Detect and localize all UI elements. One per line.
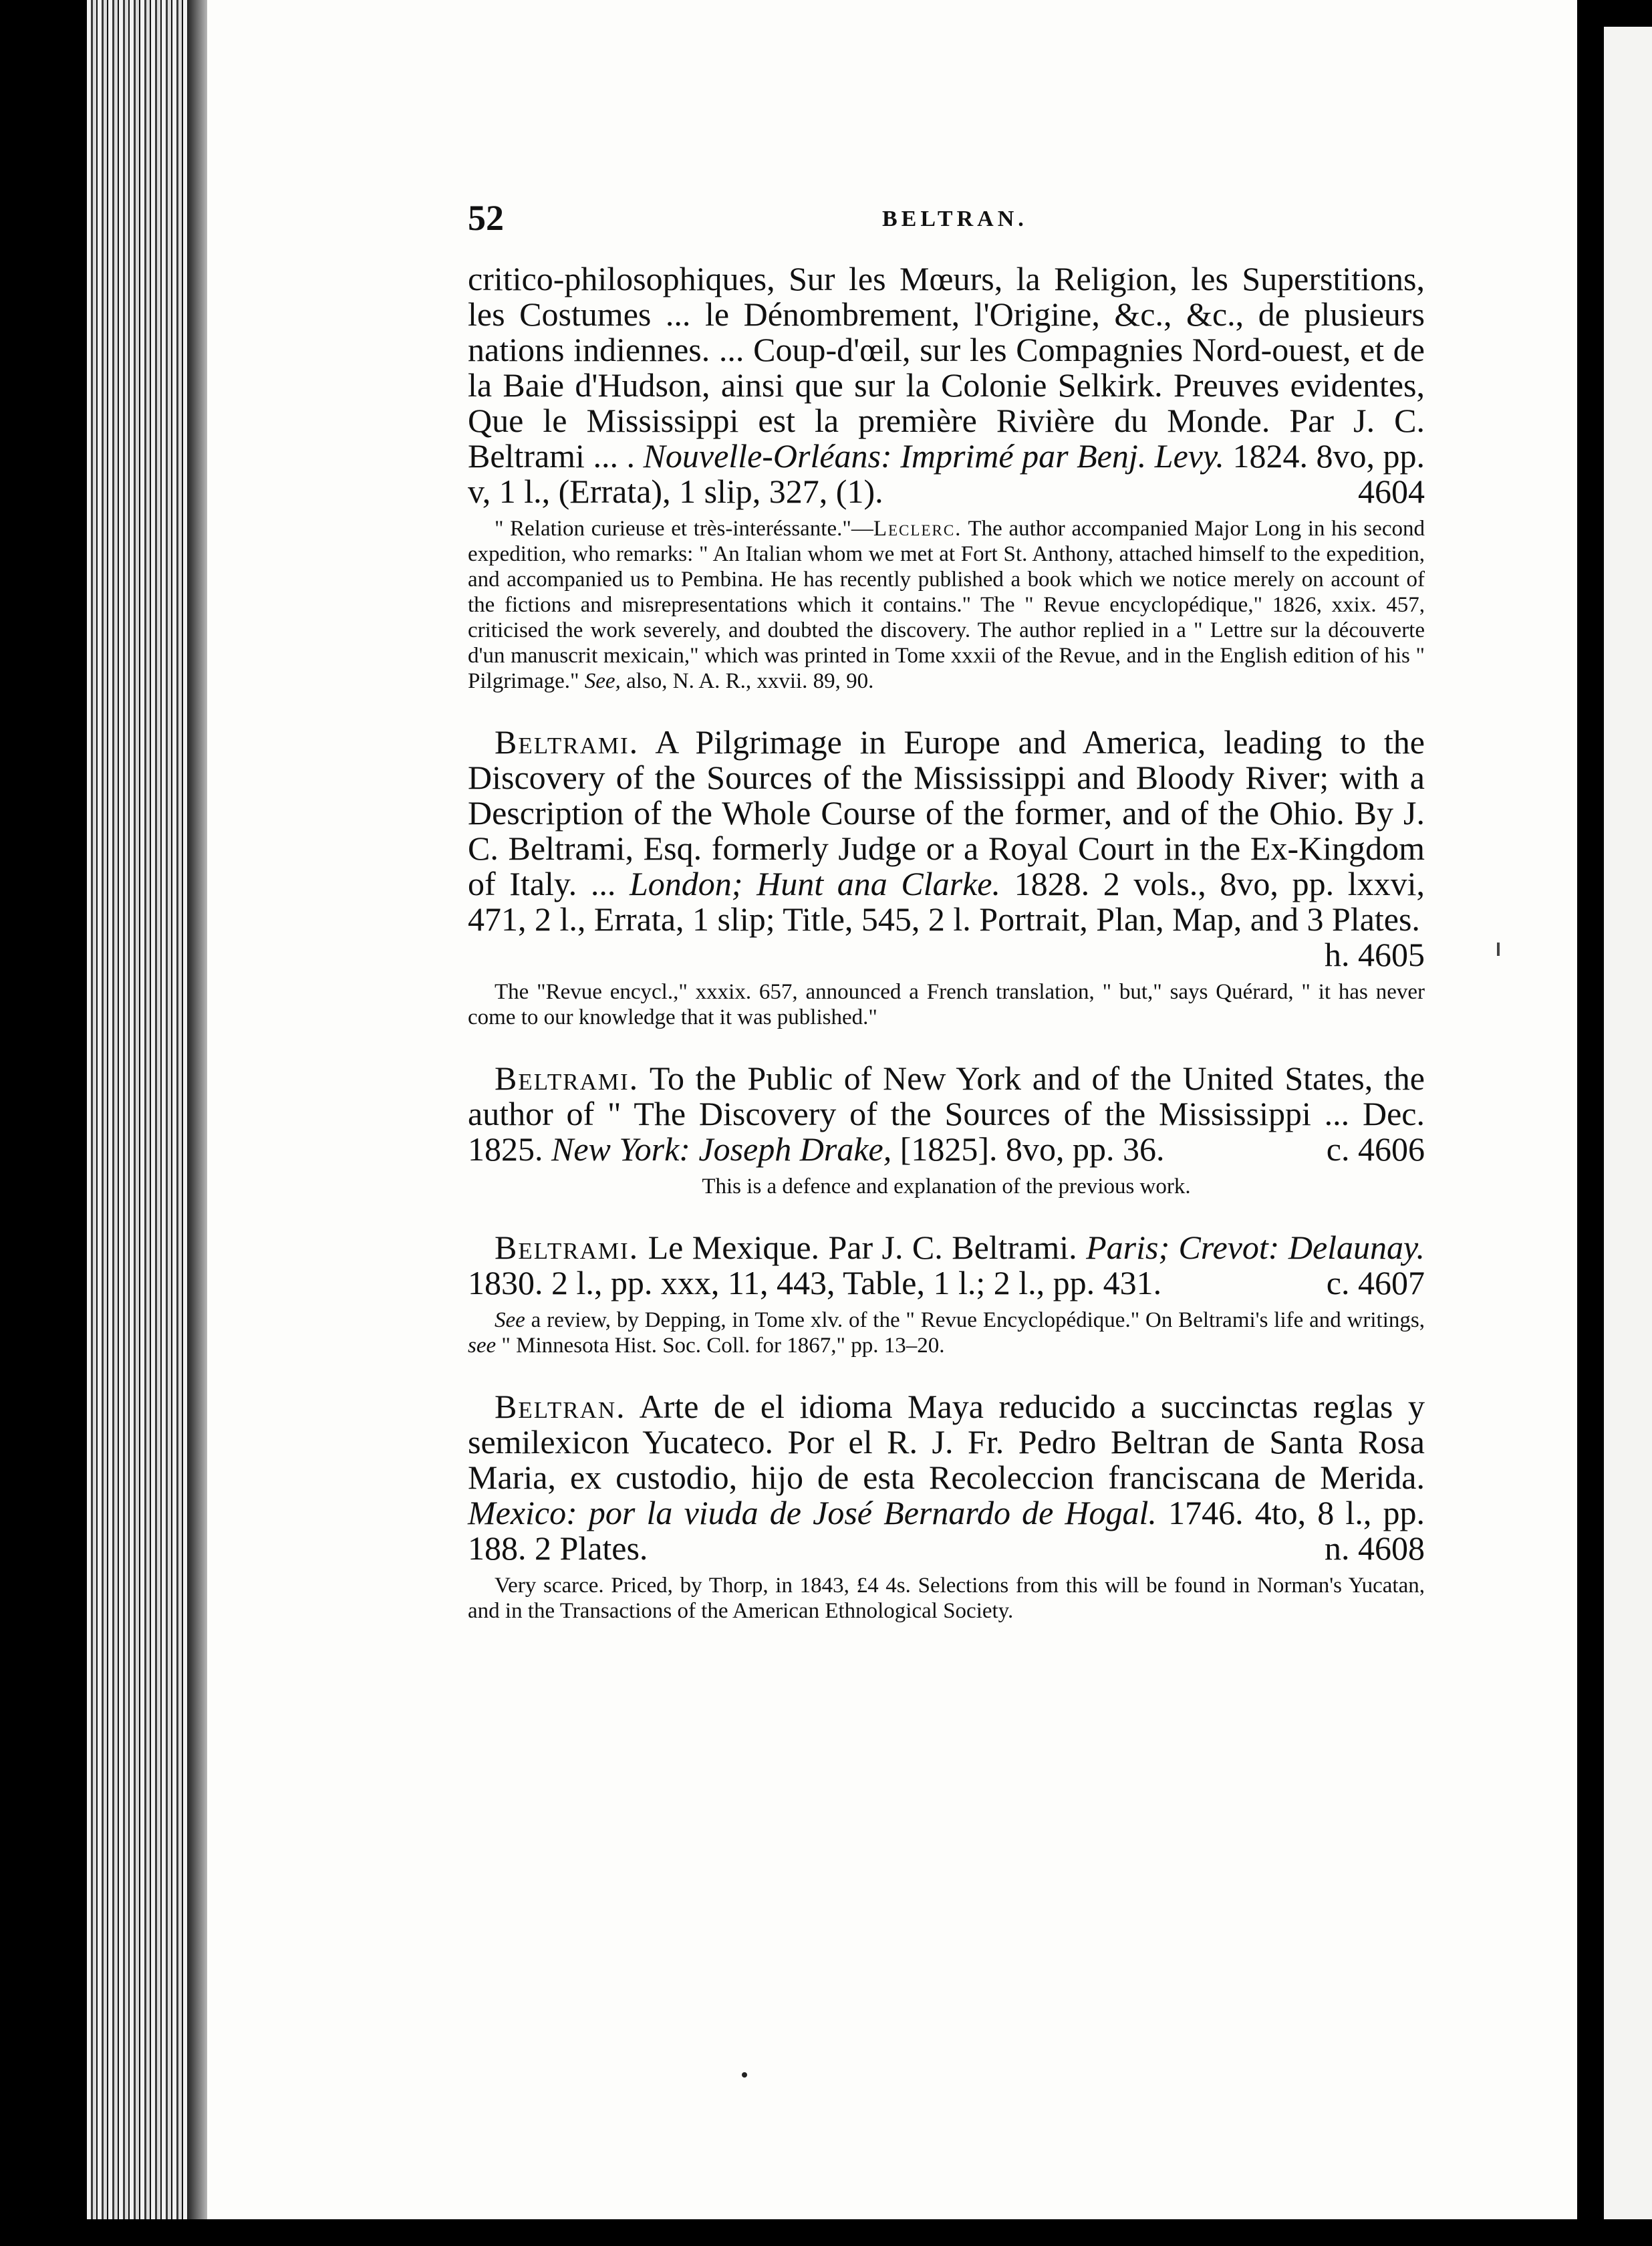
entry-4605-collation: 1828. 2 vols., 8vo, pp. lxxvi, 471, 2 l., Errata, 1 slip; Title, 545, 2 l. Portrait, Plan, Map, and 3 Plates. <box>468 865 1425 938</box>
entry-4608-collation: 1746. 4to, 8 l., pp. 188. 2 Plates. <box>468 1494 1425 1567</box>
entry-4605 <box>468 725 1425 1030</box>
entry-4606-author: Beltrami. <box>495 1059 640 1097</box>
note-part: " Relation curieuse et très-interéssante."— <box>495 517 873 541</box>
scan-border-right <box>1577 27 1604 2219</box>
entry-4604-title: critico-philosophiques, Sur les Mœurs, la Religion, les Superstitions, les Costumes ... le Dénombrement, l'Origine, &c., &c., de plusieurs nations indiennes. ... Coup-d'œil, sur les Compagnies Nord-ouest, et de la Baie d'Hudson, ainsi que sur la Colonie Selkirk. Preuves evidentes, Que le Mississippi est la première Rivière du Monde. Par J. C. Beltrami ... . <box>468 260 1425 475</box>
note-part: a review, by Depping, in Tome xlv. of the " Revue Encyclopédique." On Beltrami's life and writings, <box>525 1308 1425 1332</box>
facing-page-sliver <box>1604 27 1652 2219</box>
entry-4607-collation: 1830. 2 l., pp. xxx, 11, 443, Table, 1 l.; 2 l., pp. 431. <box>468 1264 1162 1301</box>
entry-4607-imprint: Paris; Crevot: Delaunay. <box>1086 1229 1425 1266</box>
entry-4606-note: This is a defence and explanation of the previous work. <box>702 1174 1191 1199</box>
entry-4605-number: h. 4605 <box>1325 936 1425 973</box>
entry-4607-title: Le Mexique. Par J. C. Beltrami. <box>639 1229 1087 1266</box>
entry-4604-number: 4604 <box>1358 473 1425 510</box>
entry-4607 <box>468 1230 1425 1358</box>
book-page-edge <box>87 0 187 2246</box>
note-see: see <box>468 1334 497 1358</box>
entry-4604-body <box>468 261 1425 509</box>
entry-4605-author: Beltrami. <box>495 723 640 761</box>
entry-4604 <box>468 261 1425 694</box>
entry-4608-body <box>468 1389 1425 1566</box>
entry-4608-author: Beltran. <box>495 1388 626 1425</box>
text-block <box>468 197 1425 1624</box>
margin-mark <box>1497 943 1500 956</box>
page-number: 52 <box>468 198 504 238</box>
entry-4606-body <box>468 1061 1425 1167</box>
note-part: " Minnesota Hist. Soc. Coll. for 1867," pp. 13–20. <box>496 1334 945 1358</box>
entry-4606-imprint: New York: Joseph Drake, <box>551 1130 892 1168</box>
entry-4605-imprint: London; Hunt ana Clarke. <box>629 865 1000 902</box>
entry-4605-note: The "Revue encycl.," xxxix. 657, announced a French translation, " but," says Quérard, " it has never come to our knowledge that it was published." <box>468 980 1425 1029</box>
entry-4604-imprint: Nouvelle-Orléans: Imprimé par Benj. Levy. <box>643 437 1224 475</box>
entry-4605-title: A Pilgrimage in Europe and America, leading to the Discovery of the Sources of the Mississippi and Bloody River; with a Description of the Whole Course of the former, and of the Ohio. By J. C. Beltrami, Esq. formerly Judge or a Royal Court in the Ex-Kingdom of Italy. ... <box>468 723 1425 902</box>
entry-4606-number: c. 4606 <box>1326 1130 1425 1168</box>
entry-4607-number: c. 4607 <box>1326 1264 1425 1301</box>
note-author: Leclerc. <box>873 517 962 541</box>
entry-4607-note <box>468 1307 1425 1358</box>
entry-4608-title: Arte de el idioma Maya reducido a succinctas reglas y semilexicon Yucateco. Por el R. J. Fr. Pedro Beltran de Santa Rosa Maria, ex custodio, hijo de esta Recoleccion franciscana de Merida. <box>468 1388 1425 1496</box>
entry-4606-title: To the Public of New York and of the United States, the author of " The Discovery of the Sources of the Mississippi ... Dec. 1825. <box>468 1059 1425 1168</box>
entry-4608-note: Very scarce. Priced, by Thorp, in 1843, £4 4s. Selections from this will be found in Norman's Yucatan, and in the Transactions of the American Ethnological Society. <box>468 1574 1425 1623</box>
entry-4607-body <box>468 1230 1425 1301</box>
note-see: See <box>495 1308 525 1332</box>
entry-4608 <box>468 1389 1425 1624</box>
page-dot <box>742 2072 747 2078</box>
scan-border-bottom <box>0 2219 1652 2246</box>
entry-4606 <box>468 1061 1425 1199</box>
note-see: See, <box>584 669 621 693</box>
entry-4607-author: Beltrami. <box>495 1229 640 1266</box>
note-part: also, N. A. R., xxvii. 89, 90. <box>620 669 874 693</box>
page-header <box>468 197 1425 244</box>
note-part: The author accompanied Major Long in his second expedition, who remarks: " An Italian whom we met at Fort St. Anthony, attached himself to the expedition, and accompanied us to Pembina. He has recently published a book which we notice merely on account of the fictions and misrepresentations which it contains." The " Revue encyclopédique," 1826, xxix. 457, criticised the work severely, and doubted the discovery. The author replied in a " Lettre sur la découverte d'un manuscrit mexicain," which was printed in Tome xxxii of the Revue, and in the English edition of his " Pilgrimage." <box>468 517 1425 693</box>
running-head: BELTRAN. <box>882 207 1028 231</box>
entry-4604-note <box>468 516 1425 694</box>
entry-4608-imprint: Mexico: por la viuda de José Bernardo de Hogal. <box>468 1494 1157 1531</box>
entry-4608-number: n. 4608 <box>1325 1529 1425 1567</box>
entry-4604-collation: 1824. 8vo, pp. v, 1 l., (Errata), 1 slip, 327, (1). <box>468 437 1425 510</box>
entry-4605-body <box>468 723 1425 973</box>
entry-4606-collation: [1825]. 8vo, pp. 36. <box>891 1130 1165 1168</box>
